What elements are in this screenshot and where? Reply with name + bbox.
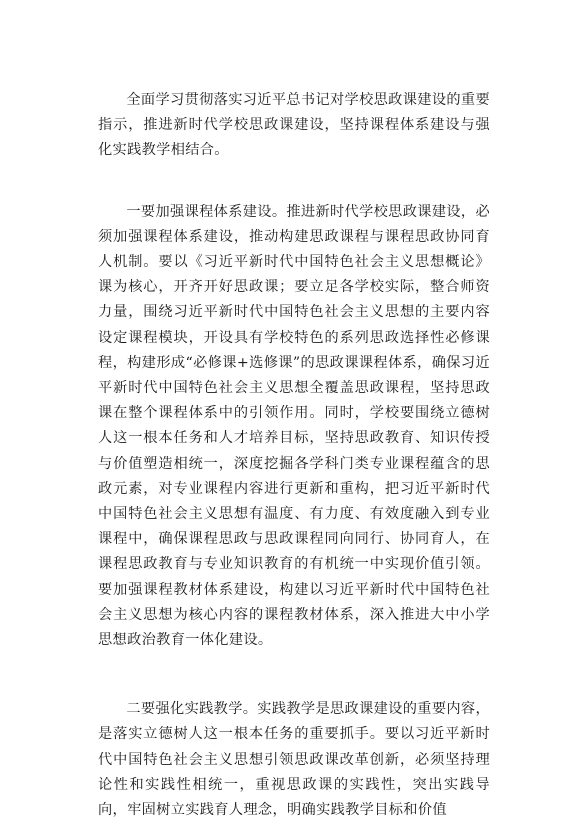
course-system-paragraph: 一要加强课程体系建设。推进新时代学校思政课建设，必须加强课程体系建设，推动构建思政课程与课程思政协同育人机制。要以《习近平新时代中国特色社会主义思想概论》课为核心，开齐开好思政课；要立足各学校实际，整合师资力量，围绕习近平新时代中国特色社会主义思想的主要内容设定课程模块，开设具有学校特色的系列思政选择性必修课程，构建形成“必修课+选修课”的思政课课程体系，确保习近平新时代中国特色社会主义思想全覆盖思政课程，坚持思政课在整个课程体系中的引领作用。同时，学校要围绕立德树人这一根本任务和人才培养目标，坚持思政教育、知识传授与价值塑造相统一，深度挖掘各学科门类专业课程蕴含的思政元素，对专业课程内容进行更新和重构，把习近平新时代中国特色社会主义思想有温度、有力度、有效度融入到专业课程中，确保课程思政与思政课程同向同行、协同育人，在课程思政教育与专业知识教育的有机统一中实现价值引领。要加强课程教材体系建设，构建以习近平新时代中国特色社会主义思想为核心内容的课程教材体系，深入推进大中小学思想政治教育一体化建设。 bbox=[98, 203, 490, 649]
practice-teaching-paragraph: 二要强化实践教学。实践教学是思政课建设的重要内容，是落实立德树人这一根本任务的重要抓手。要以习近平新时代中国特色社会主义思想引领思政课改革创新，必须坚持理论性和实践性相统一，重视思政课的实践性，突出实践导向，牢固树立实践育人理念，明确实践教学目标和价值 bbox=[98, 701, 490, 819]
intro-paragraph: 全面学习贯彻落实习近平总书记对学校思政课建设的重要指示，推进新时代学校思政课建设，坚持课程体系建设与强化实践教学相结合。 bbox=[98, 92, 490, 159]
